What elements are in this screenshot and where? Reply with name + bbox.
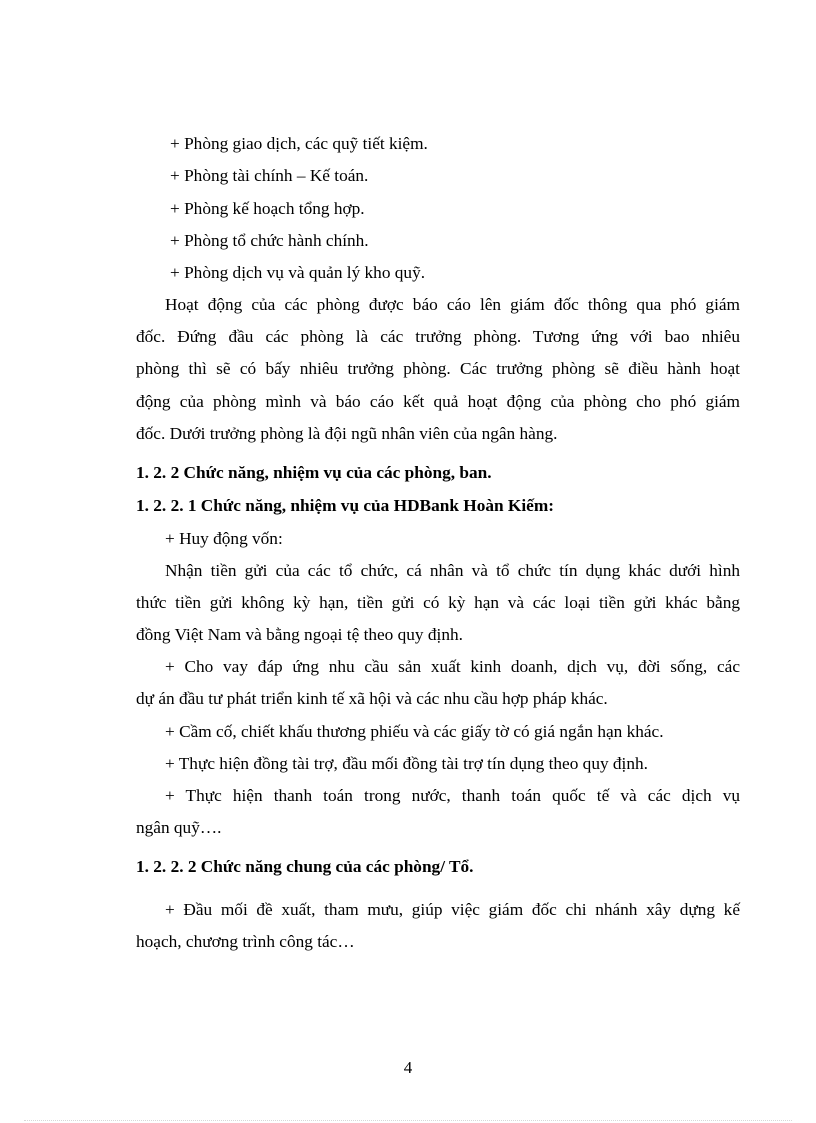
list-item: + Phòng giao dịch, các quỹ tiết kiệm.: [170, 134, 428, 153]
section-heading: 1. 2. 2 Chức năng, nhiệm vụ của các phòng, ban.: [136, 463, 492, 482]
list-item: + Cho vay đáp ứng nhu cầu sản xuất kinh doanh, dịch vụ, đời sống, các: [165, 657, 740, 676]
paragraph-line: hoạch, chương trình công tác…: [136, 932, 355, 951]
paragraph-line: ngân quỹ….: [136, 818, 222, 837]
list-item: + Thực hiện thanh toán trong nước, thanh toán quốc tế và các dịch vụ: [165, 786, 740, 805]
list-item: + Phòng tài chính – Kế toán.: [170, 166, 369, 185]
paragraph-line: Hoạt động của các phòng được báo cáo lên giám đốc thông qua phó giám: [165, 295, 740, 314]
list-item: + Phòng kế hoạch tổng hợp.: [170, 199, 365, 218]
subsection-heading: 1. 2. 2. 2 Chức năng chung của các phòng/ Tổ.: [136, 857, 474, 876]
paragraph-line: đốc. Dưới trưởng phòng là đội ngũ nhân viên của ngân hàng.: [136, 424, 558, 443]
paragraph-line: đồng Việt Nam và bằng ngoại tệ theo quy định.: [136, 625, 463, 644]
paragraph-line: đốc. Đứng đầu các phòng là các trưởng phòng. Tương ứng với bao nhiêu: [136, 327, 740, 346]
page-bottom-rule: [24, 1120, 792, 1121]
list-item: + Thực hiện đồng tài trợ, đầu mối đồng tài trợ tín dụng theo quy định.: [165, 754, 648, 773]
list-item: + Phòng tổ chức hành chính.: [170, 231, 369, 250]
paragraph-line: Nhận tiền gửi của các tổ chức, cá nhân và tổ chức tín dụng khác dưới hình: [165, 561, 740, 580]
list-item: + Huy động vốn:: [165, 529, 283, 548]
paragraph-line: động của phòng mình và báo cáo kết quả hoạt động của phòng cho phó giám: [136, 392, 740, 411]
subsection-heading: 1. 2. 2. 1 Chức năng, nhiệm vụ của HDBank Hoàn Kiếm:: [136, 496, 554, 515]
list-item: + Cầm cố, chiết khấu thương phiếu và các giấy tờ có giá ngắn hạn khác.: [165, 722, 664, 741]
paragraph-line: dự án đầu tư phát triển kinh tế xã hội và các nhu cầu hợp pháp khác.: [136, 689, 608, 708]
list-item: + Đầu mối đề xuất, tham mưu, giúp việc giám đốc chi nhánh xây dựng kế: [165, 900, 740, 919]
list-item: + Phòng dịch vụ và quản lý kho quỹ.: [170, 263, 426, 282]
page-number: 4: [403, 1058, 413, 1077]
paragraph-line: phòng thì sẽ có bấy nhiêu trưởng phòng. Các trưởng phòng sẽ điều hành hoạt: [136, 359, 740, 378]
paragraph-line: thức tiền gửi không kỳ hạn, tiền gửi có kỳ hạn và các loại tiền gửi khác bằng: [136, 593, 740, 612]
